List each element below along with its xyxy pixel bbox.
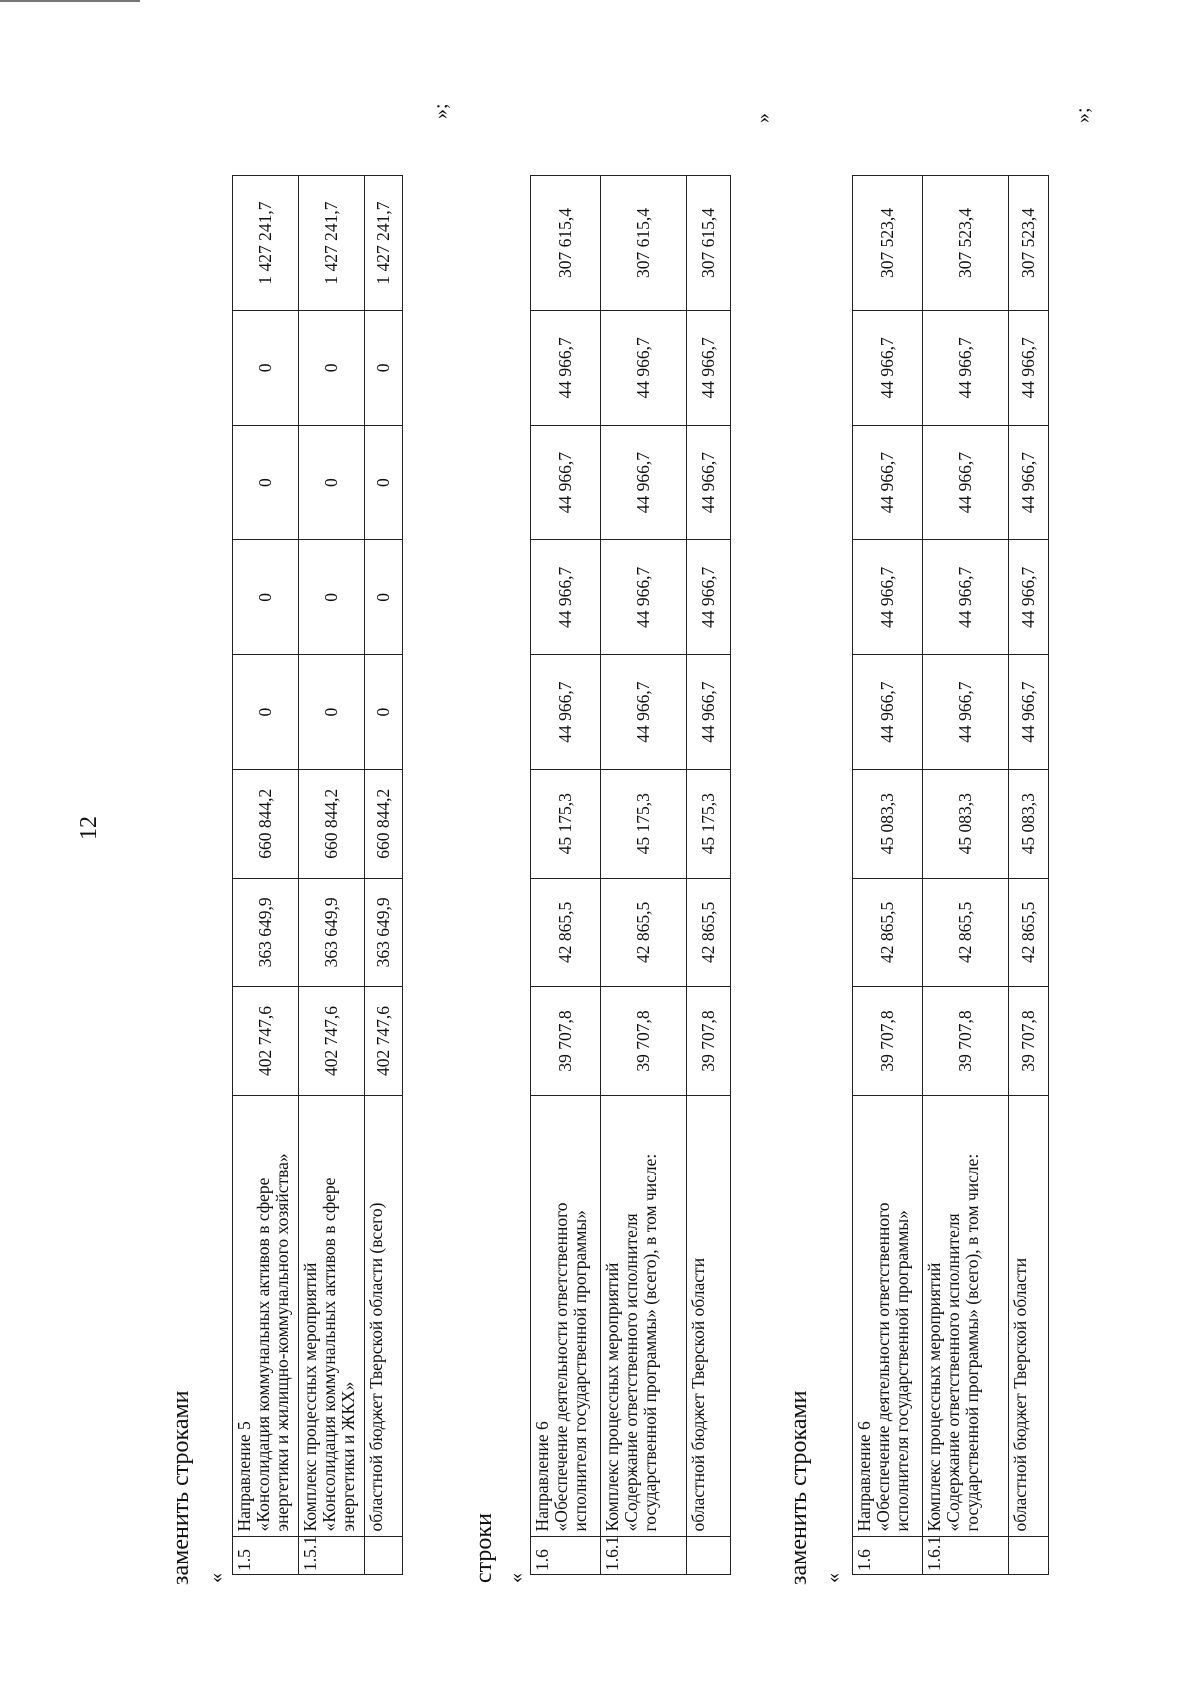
row-name-line: исполнителя государственной программы»	[892, 1210, 912, 1532]
row-value: 0	[299, 540, 365, 655]
row-value: 0	[365, 655, 403, 770]
row-value: 0	[233, 425, 299, 540]
row-value: 44 966,7	[601, 311, 687, 426]
row-code: 1.6.1	[601, 1537, 687, 1575]
row-code: 1.5.1	[299, 1537, 365, 1575]
section-3-rows	[853, 176, 1049, 1575]
row-value: 44 966,7	[1009, 311, 1049, 426]
row-code: 1.6	[531, 1537, 601, 1575]
row-value: 363 649,9	[299, 878, 365, 987]
row-total-value: 307 523,4	[1009, 176, 1049, 311]
row-value: 44 966,7	[853, 540, 923, 655]
table-row	[365, 176, 403, 1575]
row-name	[1009, 1095, 1049, 1537]
row-value: 660 844,2	[233, 769, 299, 878]
section-3-close-quote: »;	[1072, 107, 1094, 123]
row-name-line: Направление 6	[532, 1421, 552, 1532]
row-value: 660 844,2	[365, 769, 403, 878]
row-value: 44 966,7	[531, 655, 601, 770]
row-value: 402 747,6	[365, 987, 403, 1096]
row-name-line: Направление 6	[854, 1421, 874, 1532]
section-1-heading: заменить строками	[168, 1390, 194, 1585]
row-value: 44 966,7	[687, 311, 731, 426]
table-row	[853, 176, 923, 1575]
row-value: 44 966,7	[923, 311, 1009, 426]
row-name	[299, 1095, 365, 1537]
table-row	[601, 176, 687, 1575]
section-2-open-quote: «	[505, 1573, 527, 1583]
table-row	[299, 176, 365, 1575]
row-value: 42 865,5	[1009, 878, 1049, 987]
section-2-rows	[531, 176, 731, 1575]
row-total-value: 1 427 241,7	[365, 176, 403, 311]
section-1-close-quote: »;	[430, 103, 452, 119]
row-value: 44 966,7	[687, 655, 731, 770]
row-value: 0	[299, 425, 365, 540]
section-3-open-quote: «	[822, 1573, 844, 1583]
row-total-value: 307 523,4	[853, 176, 923, 311]
row-value: 39 707,8	[601, 987, 687, 1096]
section-3-table	[852, 175, 1049, 1575]
row-value: 45 175,3	[687, 769, 731, 878]
row-value: 44 966,7	[531, 311, 601, 426]
row-name-line: областной бюджет Тверской области	[1010, 1257, 1030, 1532]
row-name	[601, 1095, 687, 1537]
row-name-line: областной бюджет Тверской области	[688, 1257, 708, 1532]
row-name-line: Комплекс процессных мероприятий	[924, 1262, 944, 1532]
row-value: 42 865,5	[531, 878, 601, 987]
row-value: 45 175,3	[601, 769, 687, 878]
row-name	[923, 1095, 1009, 1537]
row-name-line: энергетики и жилищно-коммунального хозяйства»	[272, 1153, 292, 1532]
table-row	[1009, 176, 1049, 1575]
row-value: 0	[365, 425, 403, 540]
row-value: 402 747,6	[299, 987, 365, 1096]
row-value: 44 966,7	[531, 540, 601, 655]
row-value: 0	[233, 540, 299, 655]
row-value: 44 966,7	[531, 425, 601, 540]
row-name	[531, 1095, 601, 1537]
row-value: 39 707,8	[687, 987, 731, 1096]
table-row	[923, 176, 1009, 1575]
table-row	[531, 176, 601, 1575]
row-value: 402 747,6	[233, 987, 299, 1096]
row-value: 0	[233, 655, 299, 770]
row-code	[687, 1537, 731, 1575]
row-value: 660 844,2	[299, 769, 365, 878]
section-2-close-quote: »	[752, 113, 774, 123]
row-value: 44 966,7	[923, 540, 1009, 655]
row-name-line: «Обеспечение деятельности ответственного	[873, 1202, 893, 1532]
section-2-table	[530, 175, 731, 1575]
row-total-value: 1 427 241,7	[299, 176, 365, 311]
row-name	[687, 1095, 731, 1537]
row-name	[233, 1095, 299, 1537]
row-value: 44 966,7	[853, 425, 923, 540]
section-1-table	[232, 175, 403, 1575]
row-value: 45 083,3	[923, 769, 1009, 878]
row-name-line: Комплекс процессных мероприятий	[602, 1262, 622, 1532]
section-2-heading: строки	[471, 1513, 497, 1583]
row-value: 0	[365, 540, 403, 655]
section-1-open-quote: «	[205, 1573, 227, 1583]
row-name-line: «Обеспечение деятельности ответственного	[551, 1202, 571, 1532]
row-name-line: «Консолидация коммунальных активов в сфере	[253, 1177, 273, 1532]
row-value: 44 966,7	[923, 425, 1009, 540]
row-value: 44 966,7	[601, 425, 687, 540]
row-value: 42 865,5	[853, 878, 923, 987]
row-total-value: 307 615,4	[531, 176, 601, 311]
row-value: 0	[299, 655, 365, 770]
row-name-line: государственной программы» (всего), в том числе:	[640, 1153, 660, 1532]
row-name-line: исполнителя государственной программы»	[570, 1210, 590, 1532]
section-1-rows	[233, 176, 403, 1575]
row-total-value: 1 427 241,7	[233, 176, 299, 311]
row-name-line: «Консолидация коммунальных активов в сфере	[319, 1177, 339, 1532]
table-row	[687, 176, 731, 1575]
row-total-value: 307 615,4	[601, 176, 687, 311]
row-code	[1009, 1537, 1049, 1575]
row-name-line: «Содержание ответственного исполнителя	[621, 1213, 641, 1532]
row-total-value: 307 615,4	[687, 176, 731, 311]
row-value: 39 707,8	[531, 987, 601, 1096]
row-value: 363 649,9	[233, 878, 299, 987]
row-name-line: государственной программы» (всего), в том числе:	[962, 1153, 982, 1532]
row-code: 1.6.1	[923, 1537, 1009, 1575]
row-total-value: 307 523,4	[923, 176, 1009, 311]
row-value: 0	[299, 311, 365, 426]
row-code: 1.5	[233, 1537, 299, 1575]
row-value: 44 966,7	[1009, 655, 1049, 770]
row-code: 1.6	[853, 1537, 923, 1575]
row-value: 42 865,5	[601, 878, 687, 987]
row-value: 45 175,3	[531, 769, 601, 878]
row-value: 42 865,5	[923, 878, 1009, 987]
row-value: 44 966,7	[923, 655, 1009, 770]
row-name	[365, 1095, 403, 1537]
page-number: 12	[76, 816, 102, 840]
table-row	[233, 176, 299, 1575]
row-code	[365, 1537, 403, 1575]
row-value: 39 707,8	[923, 987, 1009, 1096]
row-value: 44 966,7	[687, 425, 731, 540]
row-name-line: энергетики и ЖКХ»	[338, 1381, 358, 1532]
row-value: 363 649,9	[365, 878, 403, 987]
row-value: 44 966,7	[1009, 540, 1049, 655]
row-name-line: «Содержание ответственного исполнителя	[943, 1213, 963, 1532]
row-value: 39 707,8	[853, 987, 923, 1096]
row-value: 45 083,3	[1009, 769, 1049, 878]
section-3-heading: заменить строками	[786, 1390, 812, 1585]
row-value: 0	[233, 311, 299, 426]
row-value: 44 966,7	[601, 655, 687, 770]
row-name-line: областной бюджет Тверской области (всего)	[366, 1202, 386, 1532]
row-value: 44 966,7	[853, 655, 923, 770]
row-value: 44 966,7	[687, 540, 731, 655]
row-value: 44 966,7	[601, 540, 687, 655]
row-value: 44 966,7	[1009, 425, 1049, 540]
row-name-line: Комплекс процессных мероприятий	[300, 1262, 320, 1532]
row-value: 0	[365, 311, 403, 426]
row-value: 42 865,5	[687, 878, 731, 987]
row-value: 44 966,7	[853, 311, 923, 426]
row-name-line: Направление 5	[234, 1421, 254, 1532]
row-value: 45 083,3	[853, 769, 923, 878]
row-name	[853, 1095, 923, 1537]
row-value: 39 707,8	[1009, 987, 1049, 1096]
